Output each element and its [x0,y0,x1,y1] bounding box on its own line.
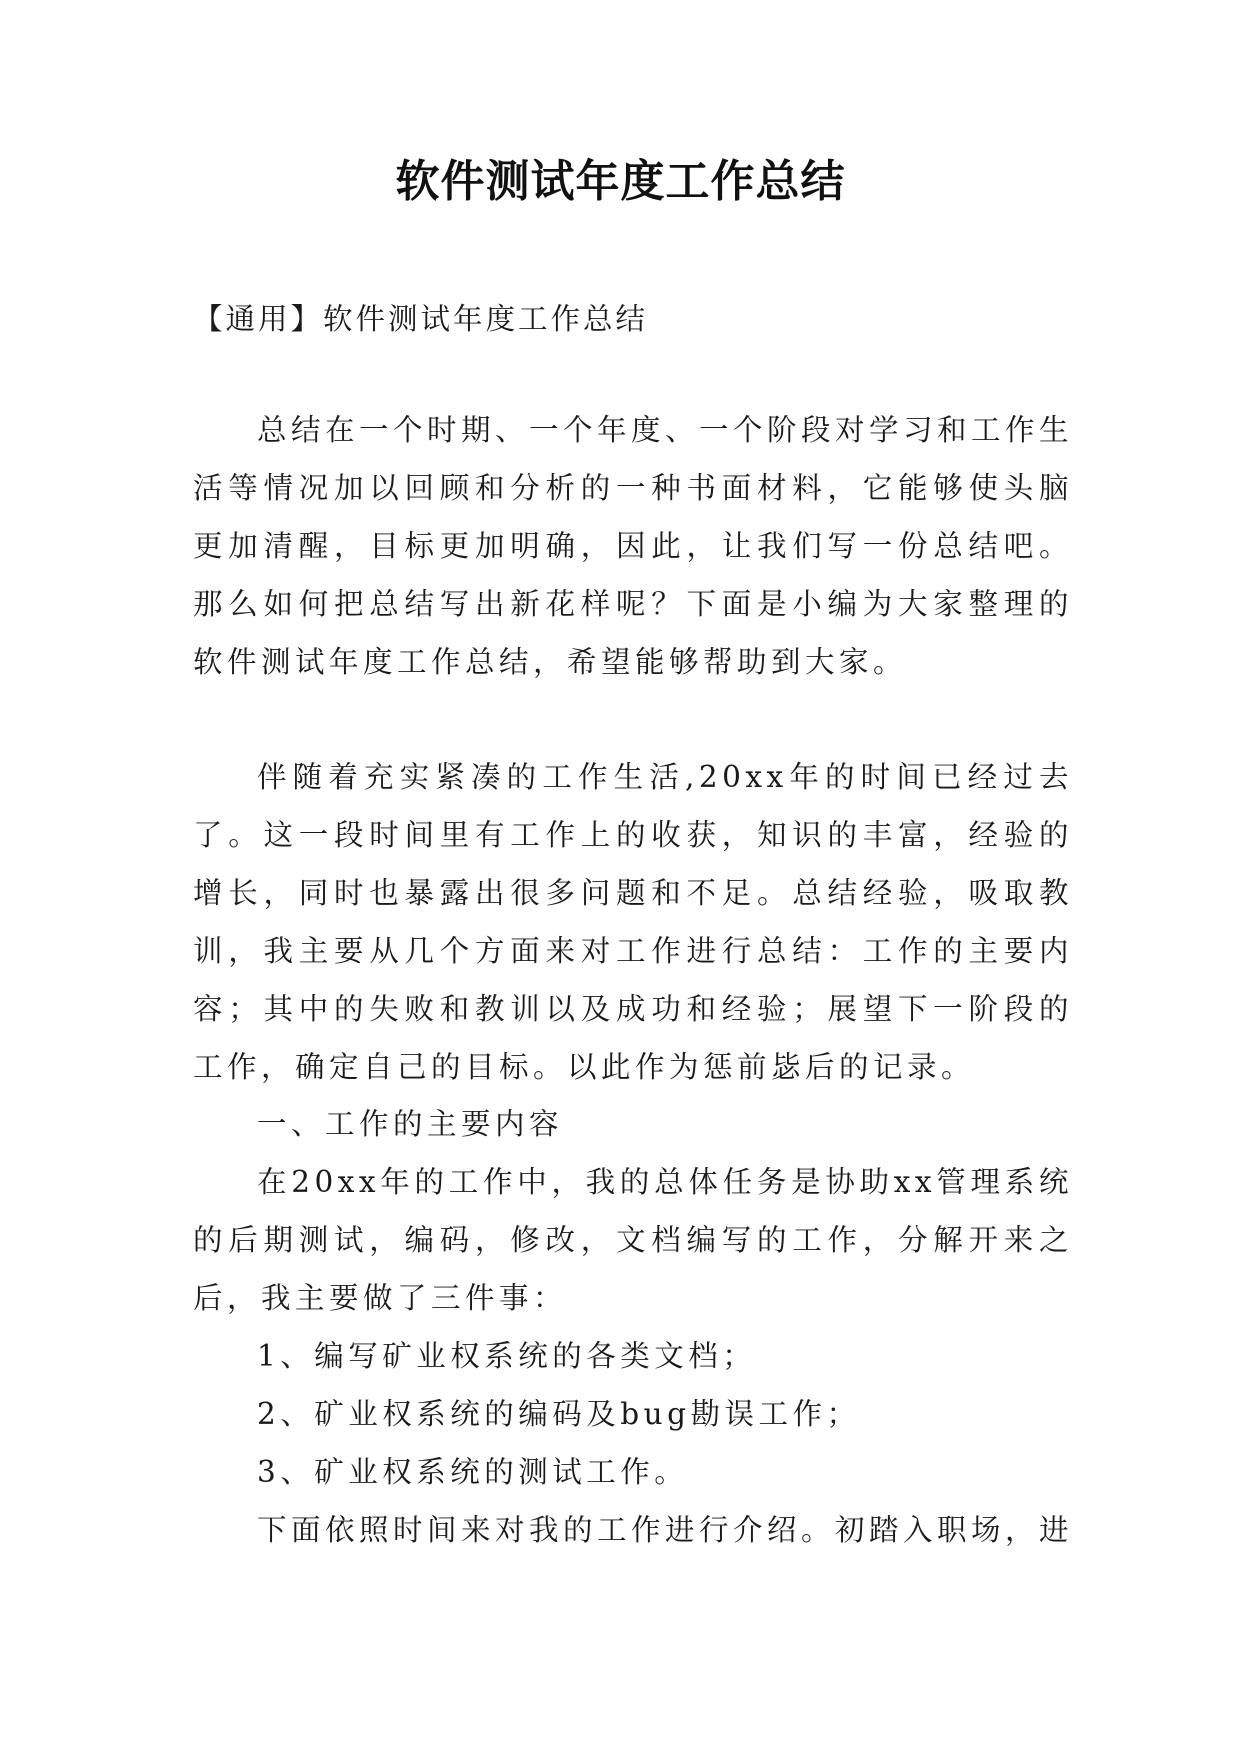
paragraph-main-work: 在20xx年的工作中，我的总体任务是协助xx管理系统的后期测试，编码，修改，文档编写的工作，分解开来之后，我主要做了三件事： [193,1165,1073,1315]
paragraph-timeline: 下面依照时间来对我的工作进行介绍。初踏入职场，进 [257,1513,1074,1547]
document-subtitle: 【通用】软件测试年度工作总结 [193,302,649,336]
list-item-2: 2、矿业权系统的编码及bug勘误工作； [257,1397,861,1431]
list-item-1: 1、编写矿业权系统的各类文档； [257,1339,757,1373]
section-heading-main-work: 一、工作的主要内容 [257,1107,564,1141]
list-item-3: 3、矿业权系统的测试工作。 [257,1455,689,1489]
paragraph-overview: 伴随着充实紧凑的工作生活,20xx年的时间已经过去了。这一段时间里有工作上的收获，知识的丰富，经验的增长，同时也暴露出很多问题和不足。总结经验，吸取教训，我主要从几个方面来对工作进行总结：工作的主要内容；其中的失败和教训以及成功和经验；展望下一阶段的工作，确定自己的目标。以此作为惩前毖后的记录。 [193,760,1073,1084]
paragraph-intro: 总结在一个时期、一个年度、一个阶段对学习和工作生活等情况加以回顾和分析的一种书面材料，它能够使头脑更加清醒，目标更加明确，因此，让我们写一份总结吧。那么如何把总结写出新花样呢？下面是小编为大家整理的软件测试年度工作总结，希望能够帮助到大家。 [193,413,1074,679]
document-title: 软件测试年度工作总结 [395,156,846,207]
